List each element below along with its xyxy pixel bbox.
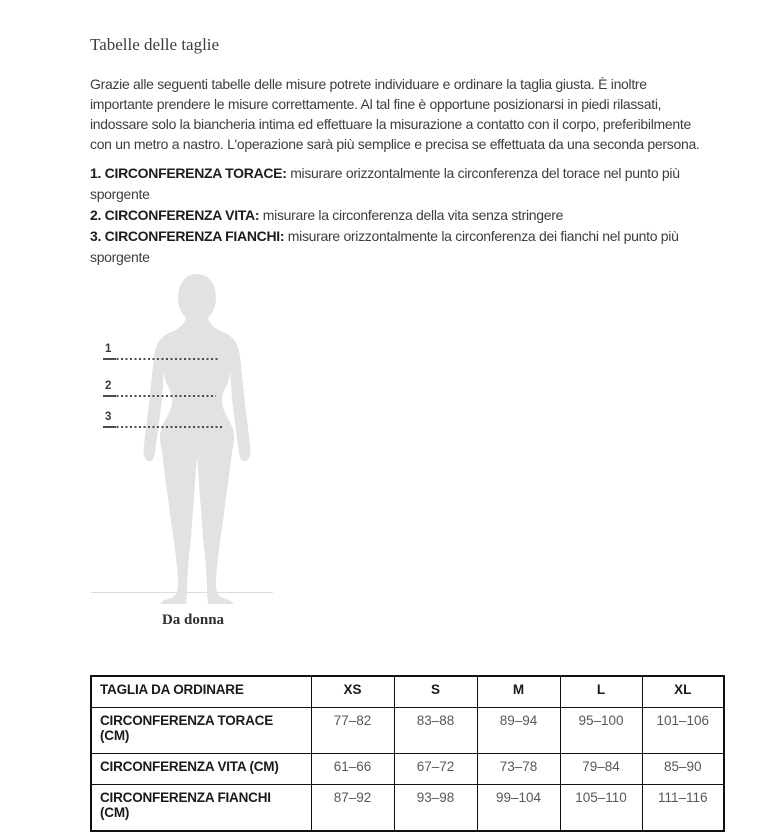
woman-silhouette-icon — [130, 271, 270, 605]
table-row-torace — [91, 708, 724, 754]
instruction-text-vita: misurare la circonferenza della vita senza stringere — [262, 207, 564, 223]
intro-paragraph: Grazie alle seguenti tabelle delle misure potrete individuare e ordinare la taglia giusta. È inoltre importante prendere le misure correttamente. Al tal fine è opportune posizionarsi in piedi rilassati, indossare solo la biancheria intima ed effettuare la misurazione a contatto con il corpo, preferibilmente con un metro a nastro. L'operazione sarà più semplice e precisa se effettuata da una seconda persona. — [90, 76, 700, 152]
size-table-header-row — [91, 676, 724, 708]
page-title: Tabelle delle taglie — [90, 35, 220, 55]
instruction-text-fianchi: misurare orizzontalmente la circonferenza dei fianchi nel punto più sporgente — [90, 228, 679, 265]
measure-marker-2: 2 — [105, 380, 112, 392]
cell-fianchi-xs: 87–92 — [311, 785, 394, 832]
measure-line-1 — [103, 358, 220, 360]
cell-vita-l: 79–84 — [560, 754, 642, 785]
cell-vita-xs: 61–66 — [311, 754, 394, 785]
cell-torace-m: 89–94 — [477, 708, 560, 754]
cell-torace-s: 83–88 — [394, 708, 477, 754]
instruction-text-torace: misurare orizzontalmente la circonferenza del torace nel punto più sporgente — [90, 165, 680, 202]
cell-fianchi-l: 105–110 — [560, 785, 642, 832]
cell-fianchi-xl: 111–116 — [642, 785, 724, 832]
figure-caption: Da donna — [161, 612, 225, 628]
table-row-vita — [91, 754, 724, 785]
row-label-vita: CIRCONFERENZA VITA (CM) — [91, 754, 311, 785]
size-table-header-m: M — [477, 676, 560, 708]
size-table-header-xl: XL — [642, 676, 724, 708]
cell-torace-xs: 77–82 — [311, 708, 394, 754]
cell-fianchi-m: 99–104 — [477, 785, 560, 832]
measure-line-2 — [103, 395, 216, 397]
cell-torace-xl: 101–106 — [642, 708, 724, 754]
measure-marker-3: 3 — [105, 411, 112, 423]
row-label-fianchi: CIRCONFERENZA FIANCHI (CM) — [91, 785, 311, 832]
measure-marker-1: 1 — [105, 343, 112, 355]
size-table-header-s: S — [394, 676, 477, 708]
measurement-instructions — [90, 163, 696, 268]
table-row-fianchi — [91, 785, 724, 832]
measure-marker-group-1 — [103, 343, 220, 360]
size-table — [90, 675, 725, 832]
instruction-label-vita: 2. CIRCONFERENZA VITA: — [90, 207, 260, 223]
measure-marker-group-2 — [103, 380, 216, 397]
cell-vita-s: 67–72 — [394, 754, 477, 785]
cell-fianchi-s: 93–98 — [394, 785, 477, 832]
cell-vita-m: 73–78 — [477, 754, 560, 785]
cell-vita-xl: 85–90 — [642, 754, 724, 785]
cell-torace-l: 95–100 — [560, 708, 642, 754]
measure-line-3 — [103, 426, 224, 428]
instruction-label-fianchi: 3. CIRCONFERENZA FIANCHI: — [90, 228, 285, 244]
measure-marker-group-3 — [103, 411, 224, 428]
size-table-header-l: L — [560, 676, 642, 708]
row-label-torace: CIRCONFERENZA TORACE (CM) — [91, 708, 311, 754]
instruction-label-torace: 1. CIRCONFERENZA TORACE: — [90, 165, 287, 181]
size-table-header-label: TAGLIA DA ORDINARE — [91, 676, 311, 708]
size-table-header-xs: XS — [311, 676, 394, 708]
